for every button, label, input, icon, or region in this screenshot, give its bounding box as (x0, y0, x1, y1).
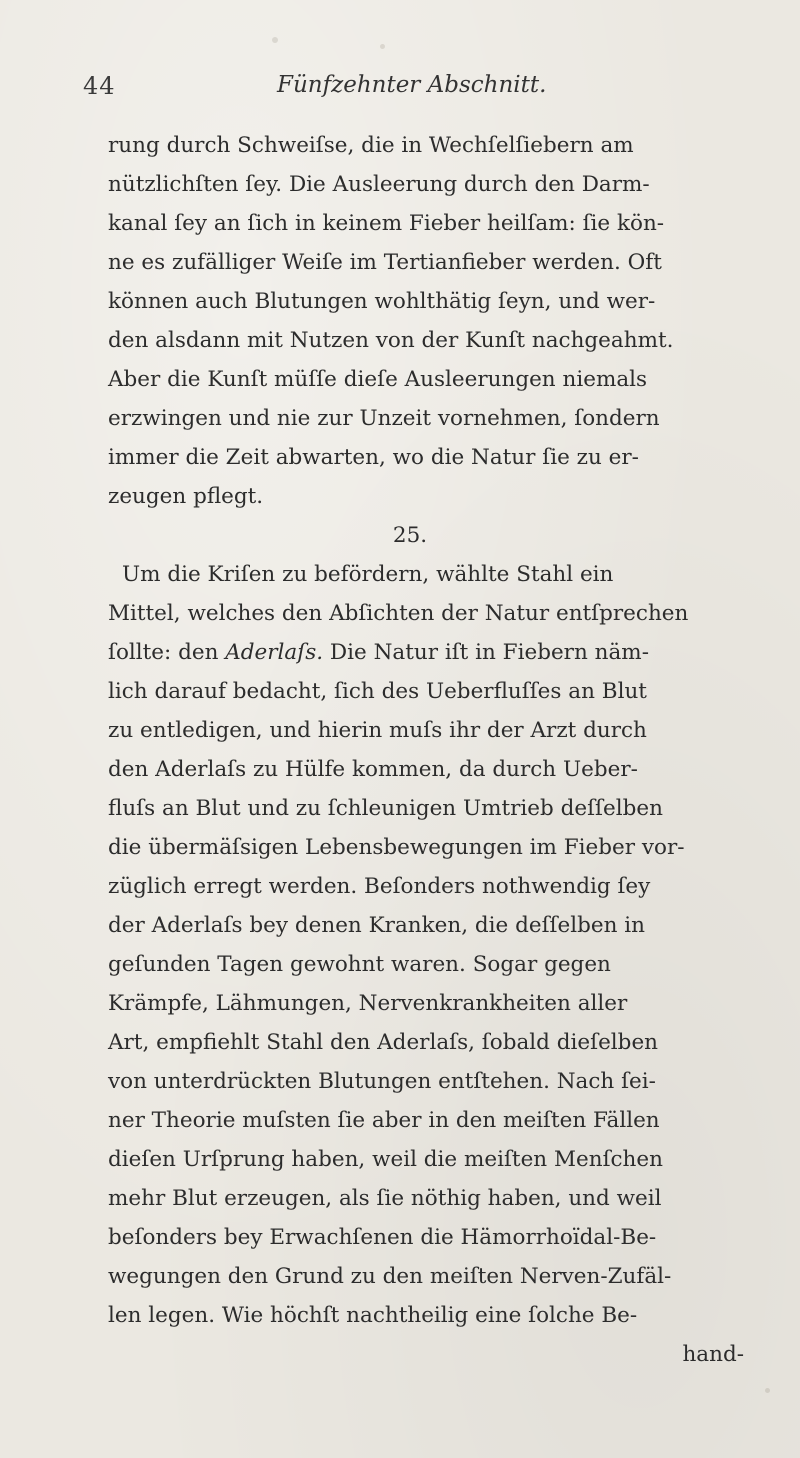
text-line: Aber die Kunſt müſſe dieſe Ausleerungen niemals (108, 367, 648, 392)
text-line: von unterdrückten Blutungen entſtehen. Nach ſei- (108, 1069, 656, 1094)
text-fragment: ſollte: den (108, 640, 226, 665)
text-line: die übermäſsigen Lebensbewegungen im Fieber vor- (108, 835, 685, 860)
text-line: Art, empfiehlt Stahl den Aderlaſs, ſobald dieſelben (108, 1030, 659, 1055)
body-text (108, 126, 744, 1374)
text-line: zu entledigen, und hierin muſs ihr der Arzt durch (108, 718, 647, 743)
text-line: erzwingen und nie zur Unzeit vornehmen, ſondern (108, 406, 660, 431)
page-header (83, 72, 723, 108)
text-line: ne es zufälliger Weiſe im Tertianfieber werden. Oft (108, 250, 662, 275)
text-line: beſonders bey Erwachſenen die Hämorrhoïdal-Be- (108, 1225, 657, 1250)
paper-stain (765, 1388, 770, 1393)
emphasis-aderlass: Aderlaſs. (225, 640, 324, 665)
text-line: nützlichſten ſey. Die Ausleerung durch den Darm- (108, 172, 650, 197)
text-line: zeugen pflegt. (108, 484, 264, 509)
text-line: den Aderlaſs zu Hülfe kommen, da durch Ueber- (108, 757, 638, 782)
text-line: kanal ſey an ſich in keinem Fieber heilſam: ſie kön- (108, 211, 665, 236)
text-line: den alsdann mit Nutzen von der Kunſt nachgeahmt. (108, 328, 674, 353)
text-line: können auch Blutungen wohlthätig ſeyn, und wer- (108, 289, 656, 314)
text-line: wegungen den Grund zu den meiſten Nerven-Zufäl- (108, 1264, 672, 1289)
text-line: geſunden Tagen gewohnt waren. Sogar gegen (108, 952, 611, 977)
page-number: 44 (83, 72, 116, 100)
text-line: mehr Blut erzeugen, als ſie nöthig haben, und weil (108, 1186, 662, 1211)
text-line: Krämpfe, Lähmungen, Nervenkrankheiten aller (108, 991, 628, 1016)
text-line: immer die Zeit abwarten, wo die Natur ſie zu er- (108, 445, 639, 470)
text-line: Mittel, welches den Abſichten der Natur entſprechen (108, 601, 689, 626)
text-line: lich darauf bedacht, ſich des Ueberfluſſes an Blut (108, 679, 647, 704)
text-line: züglich erregt werden. Beſonders nothwendig ſey (108, 874, 651, 899)
paper-stain (380, 44, 385, 49)
text-line: der Aderlaſs bey denen Kranken, die deſſelben in (108, 913, 645, 938)
text-line: len legen. Wie höchſt nachtheilig eine ſolche Be- (108, 1303, 638, 1328)
running-head: Fünfzehnter Abschnitt. (277, 72, 547, 98)
text-line: dieſen Urſprung haben, weil die meiſten Menſchen (108, 1147, 663, 1172)
text-line: Um die Kriſen zu befördern, wählte Stahl ein (122, 562, 614, 587)
section-number: 25. (392, 523, 428, 548)
paper-stain (272, 37, 278, 43)
text-line: rung durch Schweiſse, die in Wechſelſiebern am (108, 133, 634, 158)
text-fragment: Die Natur iſt in Fiebern näm- (323, 640, 649, 665)
text-line: ner Theorie muſsten ſie aber in den meiſten Fällen (108, 1108, 660, 1133)
catchword: hand- (682, 1342, 744, 1367)
text-line-with-emphasis (108, 633, 744, 672)
text-line: fluſs an Blut und zu ſchleunigen Umtrieb deſſelben (108, 796, 663, 821)
